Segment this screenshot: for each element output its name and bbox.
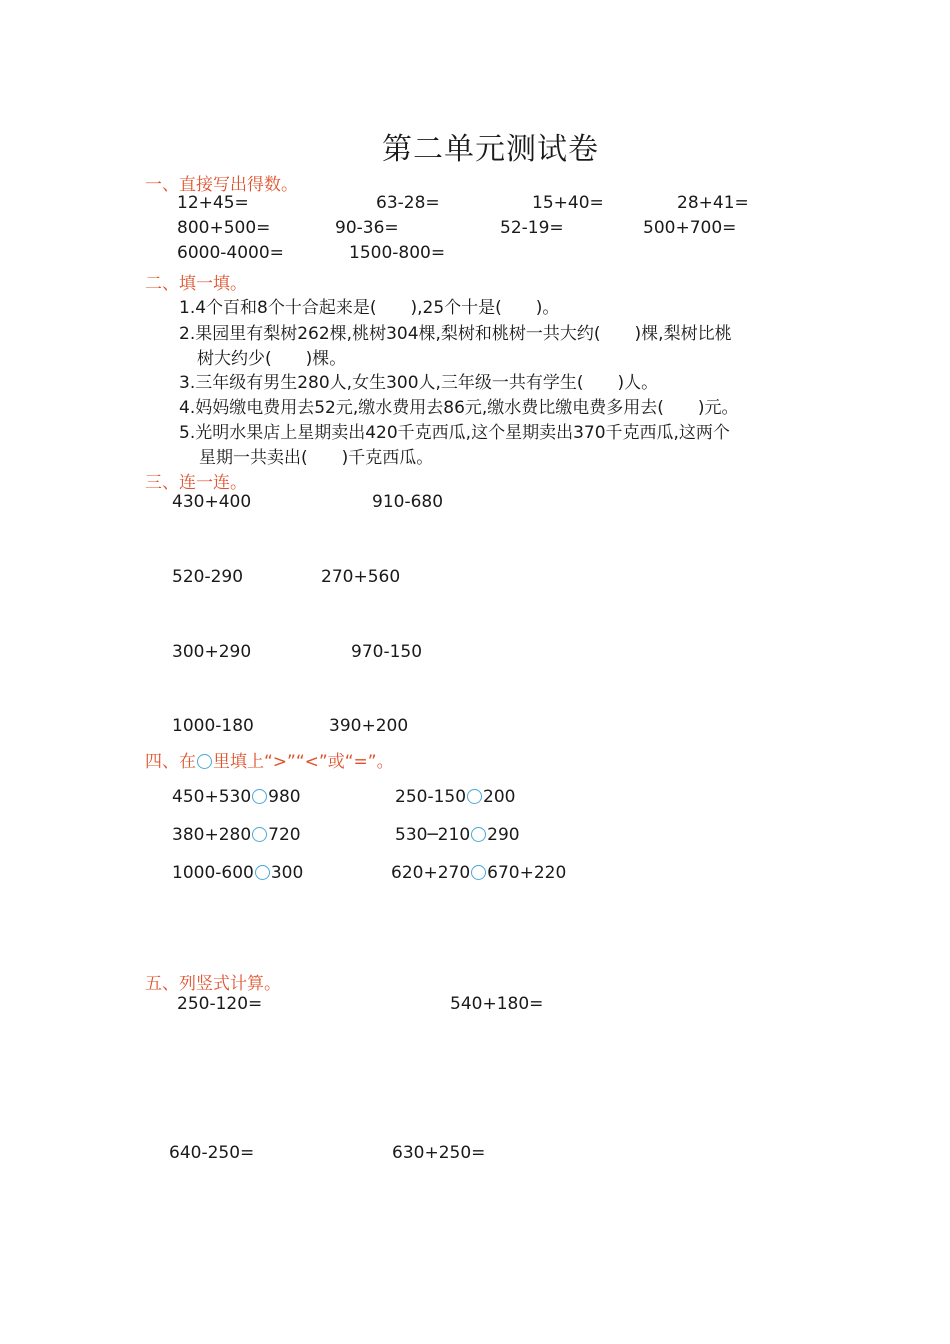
compare-left: 530─210	[395, 825, 471, 845]
fill-question-3: 3.三年级有男生280人,女生300人,三年级一共有学生( )人。	[179, 373, 659, 393]
compare-item	[391, 863, 566, 883]
compare-left: 250-150	[395, 787, 467, 807]
compare-item	[395, 787, 515, 807]
fill-question-1: 1.4个百和8个十合起来是( ),25个十是( )。	[179, 298, 560, 318]
match-left: 430+400	[172, 492, 252, 512]
fill-question-2-cont: 树大约少( )棵。	[197, 349, 347, 369]
compare-item	[172, 863, 303, 883]
circle-blank-icon	[197, 754, 212, 769]
compare-circle[interactable]	[255, 865, 270, 880]
vertical-calc-item: 640-250=	[169, 1143, 255, 1163]
fill-question-4: 4.妈妈缴电费用去52元,缴水费用去86元,缴水费比缴电费多用去( )元。	[179, 398, 739, 418]
vertical-calc-item: 540+180=	[450, 994, 544, 1014]
compare-item	[395, 825, 520, 845]
compare-circle[interactable]	[252, 827, 267, 842]
compare-circle[interactable]	[471, 827, 486, 842]
match-right: 970-150	[351, 642, 423, 662]
fill-question-2: 2.果园里有梨树262棵,桃树304棵,梨树和桃树一共大约( )棵,梨树比桃	[179, 324, 732, 344]
compare-left: 380+280	[172, 825, 252, 845]
calc-item: 500+700=	[643, 218, 737, 238]
calc-item: 800+500=	[177, 218, 271, 238]
match-left: 1000-180	[172, 716, 254, 736]
match-right: 270+560	[321, 567, 401, 587]
section-3-heading: 三、连一连。	[145, 473, 247, 493]
compare-right: 290	[487, 825, 520, 845]
compare-right: 200	[483, 787, 516, 807]
compare-item	[172, 825, 301, 845]
section-1-heading: 一、直接写出得数。	[145, 175, 298, 195]
compare-right: 980	[268, 787, 301, 807]
compare-circle[interactable]	[252, 789, 267, 804]
vertical-calc-item: 250-120=	[177, 994, 263, 1014]
compare-circle[interactable]	[471, 865, 486, 880]
calc-item: 52-19=	[500, 218, 564, 238]
fill-question-5: 5.光明水果店上星期卖出420千克西瓜,这个星期卖出370千克西瓜,这两个	[179, 423, 730, 443]
vertical-calc-item: 630+250=	[392, 1143, 486, 1163]
section-2-heading: 二、填一填。	[145, 274, 247, 294]
match-left: 300+290	[172, 642, 252, 662]
match-left: 520-290	[172, 567, 244, 587]
calc-item: 28+41=	[677, 193, 749, 213]
fill-question-5-cont: 星期一共卖出( )千克西瓜。	[199, 448, 434, 468]
compare-circle[interactable]	[467, 789, 482, 804]
page-title: 第二单元测试卷	[382, 132, 599, 167]
compare-left: 450+530	[172, 787, 252, 807]
match-right: 910-680	[372, 492, 444, 512]
section-5-heading: 五、列竖式计算。	[145, 974, 281, 994]
compare-right: 720	[268, 825, 301, 845]
calc-item: 63-28=	[376, 193, 440, 213]
compare-left: 620+270	[391, 863, 471, 883]
compare-right: 300	[270, 863, 304, 883]
section-4-heading-pre: 四、在	[145, 752, 196, 772]
calc-item: 12+45=	[177, 193, 249, 213]
calc-item: 6000-4000=	[177, 243, 284, 263]
calc-item: 15+40=	[532, 193, 604, 213]
section-4-heading-post: 里填上“>”“<”或“=”。	[213, 752, 394, 772]
match-right: 390+200	[329, 716, 409, 736]
compare-left: 1000-600	[172, 863, 254, 883]
compare-item	[172, 787, 301, 807]
calc-item: 1500-800=	[349, 243, 446, 263]
calc-item: 90-36=	[335, 218, 399, 238]
section-4-heading	[145, 747, 394, 772]
compare-right: 670+220	[487, 863, 567, 883]
